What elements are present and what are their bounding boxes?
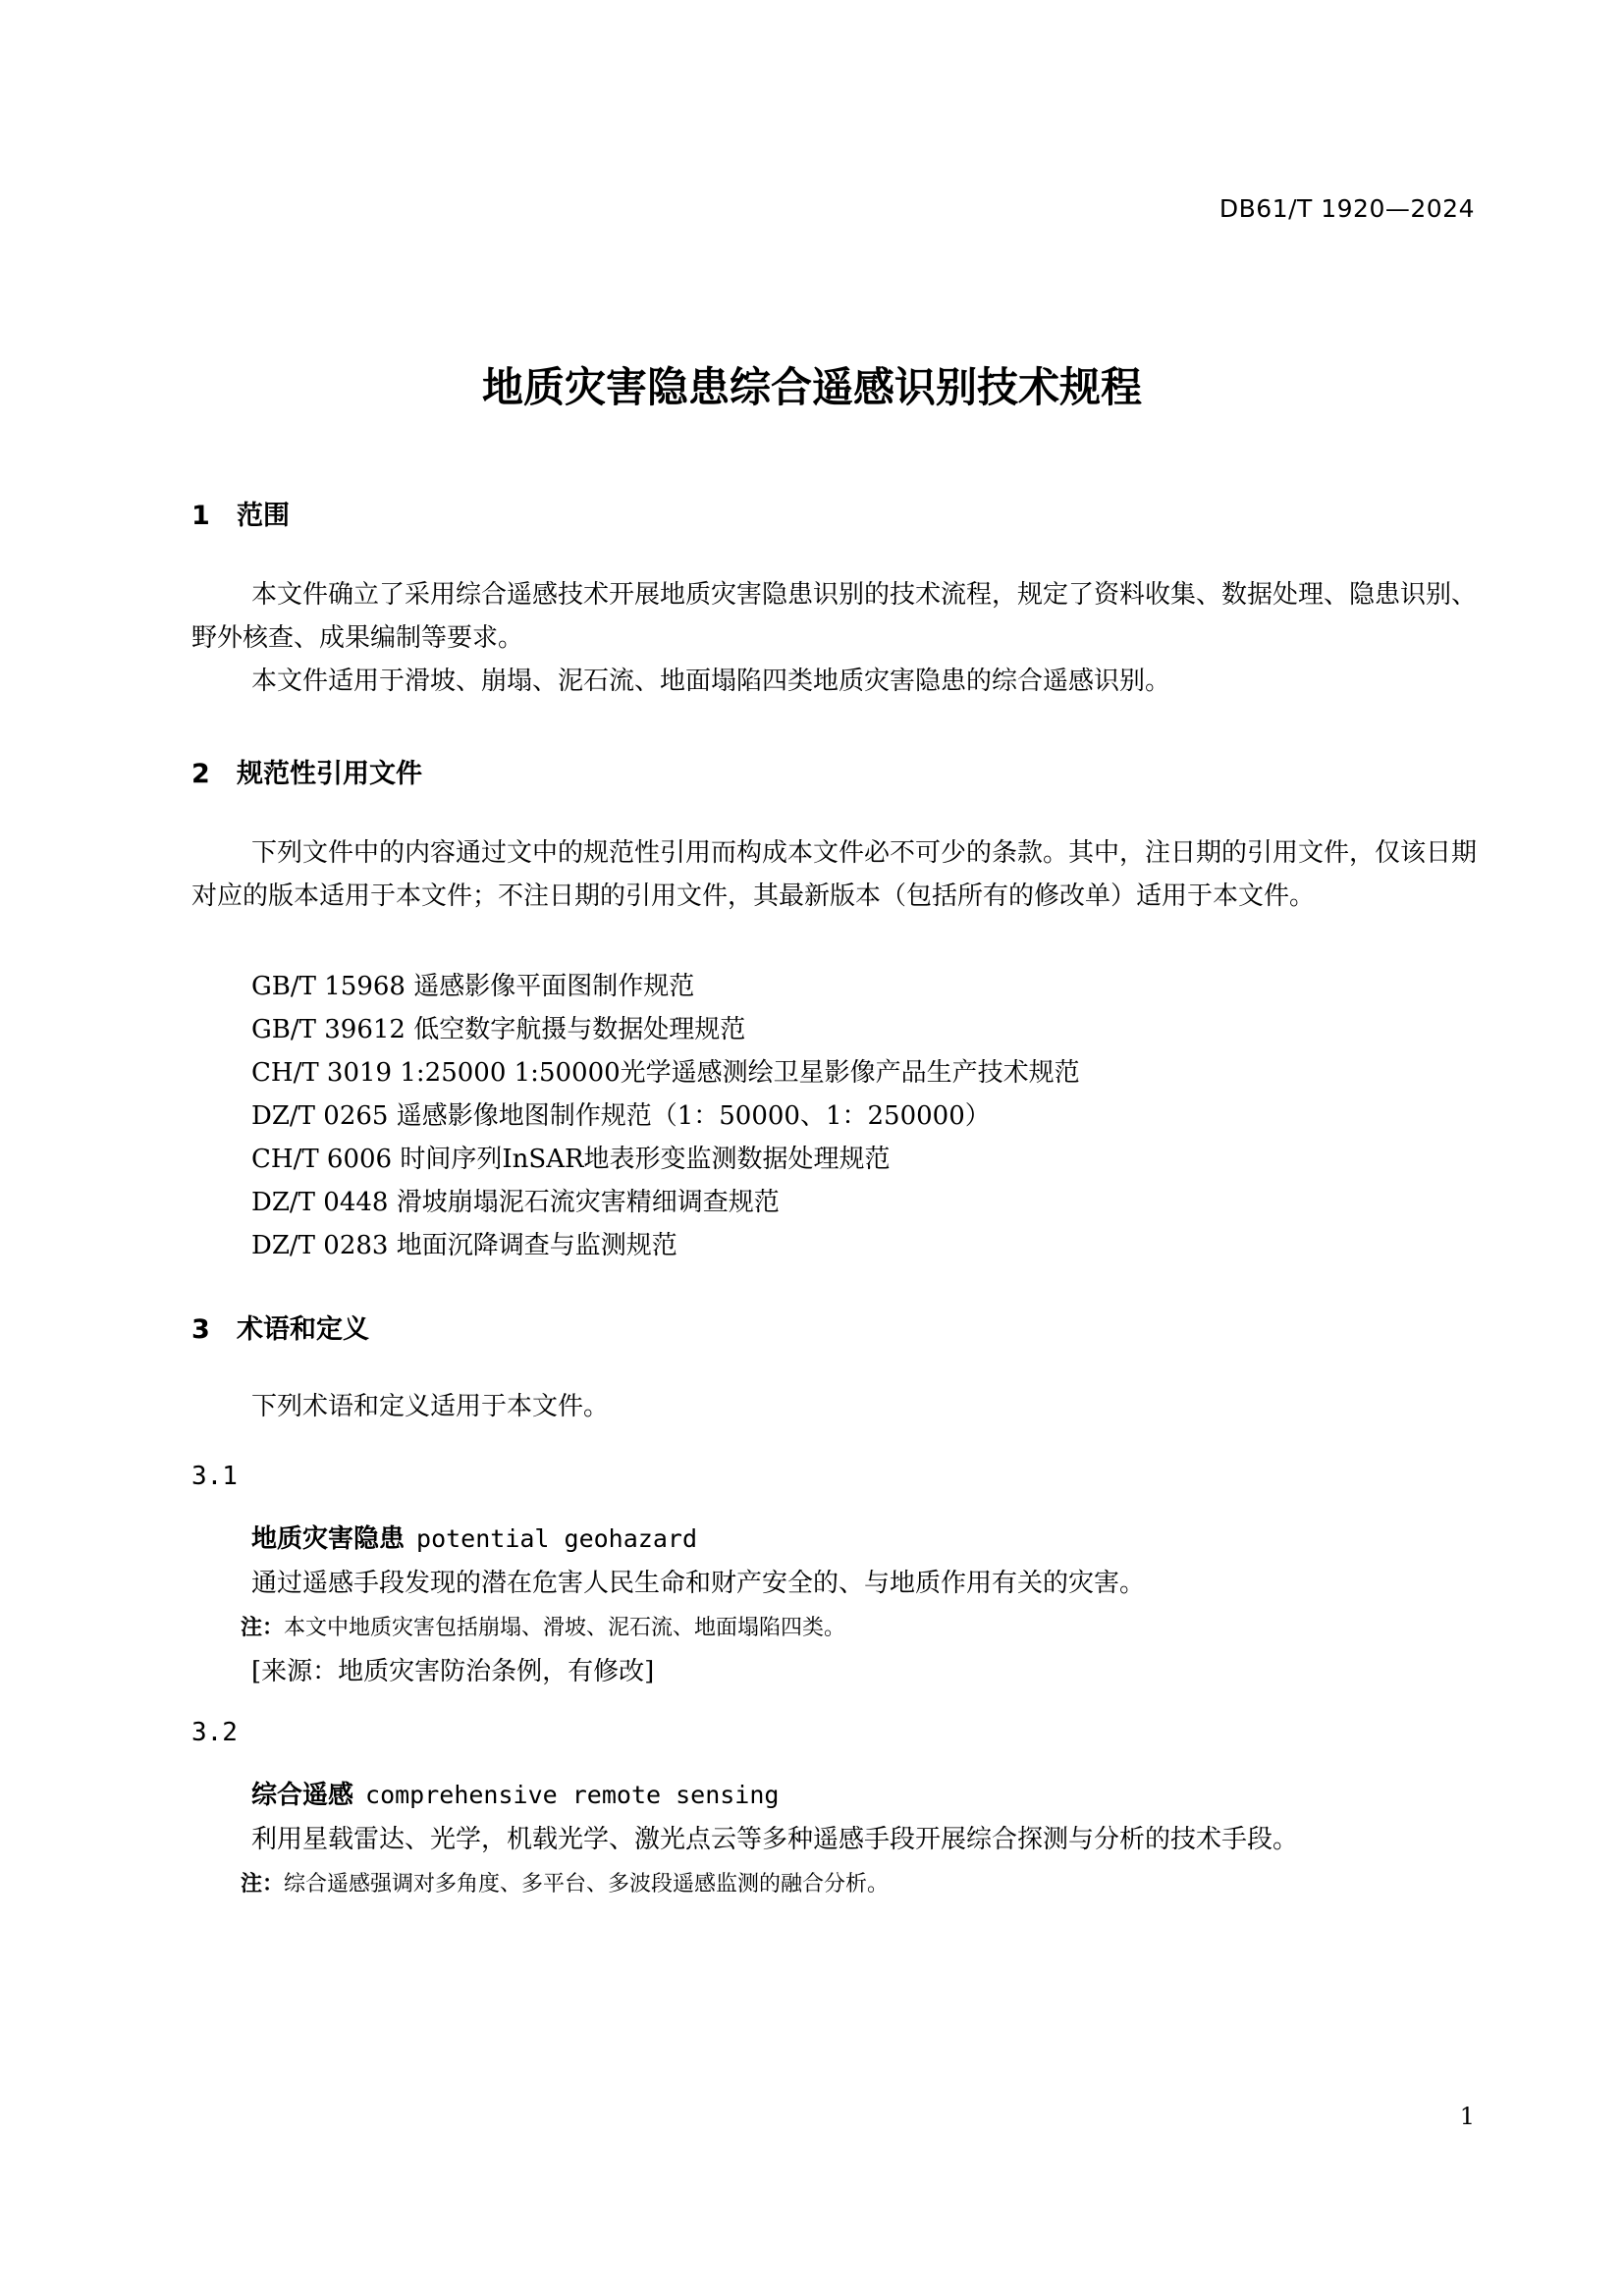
reference-item: DZ/T 0283 地面沉降调查与监测规范 (251, 1231, 677, 1260)
section-heading-terms (191, 1308, 369, 1346)
term-entry (251, 1775, 779, 1811)
term-note (241, 1611, 845, 1641)
clause-number: 3.2 (191, 1718, 238, 1747)
term-definition: 利用星载雷达、光学，机载光学、激光点云等多种遥感手段开展综合探测与分析的技术手段。 (251, 1825, 1299, 1854)
section-number: 2 (191, 759, 210, 789)
term-english: potential geohazard (416, 1524, 697, 1553)
reference-item: DZ/T 0265 遥感影像地图制作规范（1：50000、1：250000） (251, 1101, 991, 1131)
reference-item: DZ/T 0448 滑坡崩塌泥石流灾害精细调查规范 (251, 1188, 780, 1217)
note-text: 综合遥感强调对多角度、多平台、多波段遥感监测的融合分析。 (284, 1872, 890, 1896)
term-english: comprehensive remote sensing (365, 1781, 780, 1809)
note-text: 本文中地质灾害包括崩塌、滑坡、泥石流、地面塌陷四类。 (284, 1616, 846, 1640)
clause-number: 3.1 (191, 1462, 238, 1491)
section-number: 3 (191, 1314, 210, 1345)
references-intro: 下列文件中的内容通过文中的规范性引用而构成本文件必不可少的条款。其中，注日期的引用文件，仅该日期对应的版本适用于本文件；不注日期的引用文件，其最新版本（包括所有的修改单）适用于本文件。 (191, 838, 1478, 911)
note-label: 注： (241, 1872, 285, 1896)
document-title: 地质灾害隐患综合遥感识别技术规程 (481, 363, 1142, 411)
term-entry (251, 1519, 697, 1555)
section-title: 术语和定义 (237, 1314, 369, 1345)
term-source: [来源：地质灾害防治条例，有修改] (251, 1657, 655, 1686)
section-heading-references (191, 752, 422, 790)
document-code: DB61/T 1920—2024 (1218, 194, 1475, 223)
scope-paragraph-1: 本文件确立了采用综合遥感技术开展地质灾害隐患识别的技术流程，规定了资料收集、数据处理、隐患识别、野外核查、成果编制等要求。 (191, 580, 1478, 653)
scope-paragraph-2: 本文件适用于滑坡、崩塌、泥石流、地面塌陷四类地质灾害隐患的综合遥感识别。 (251, 667, 1171, 696)
term-note (241, 1867, 889, 1897)
reference-item: GB/T 15968 遥感影像平面图制作规范 (251, 972, 695, 1001)
section-title: 规范性引用文件 (237, 759, 422, 789)
section-number: 1 (191, 501, 210, 531)
reference-item: GB/T 39612 低空数字航摄与数据处理规范 (251, 1015, 746, 1044)
section-heading-scope (191, 494, 290, 532)
note-label: 注： (241, 1616, 285, 1640)
terms-intro: 下列术语和定义适用于本文件。 (251, 1392, 610, 1421)
term-definition: 通过遥感手段发现的潜在危害人民生命和财产安全的、与地质作用有关的灾害。 (251, 1569, 1146, 1598)
reference-item: CH/T 3019 1:25000 1:50000光学遥感测绘卫星影像产品生产技术规范 (251, 1058, 1080, 1088)
term-chinese: 综合遥感 (251, 1781, 354, 1810)
reference-item: CH/T 6006 时间序列InSAR地表形变监测数据处理规范 (251, 1145, 891, 1174)
term-chinese: 地质灾害隐患 (251, 1524, 406, 1554)
page-number: 1 (1459, 2103, 1475, 2130)
section-title: 范围 (237, 501, 290, 531)
